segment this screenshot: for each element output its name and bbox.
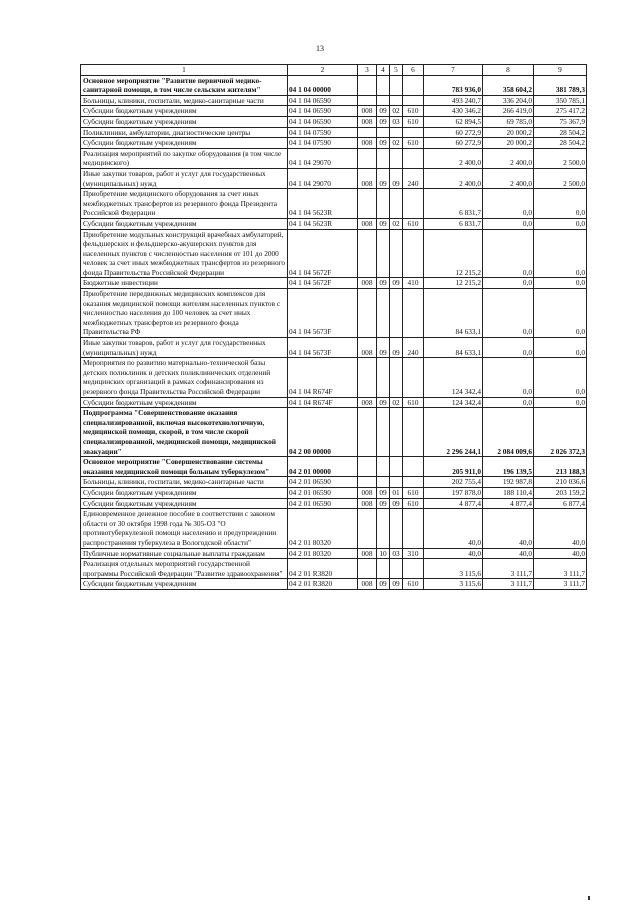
amount-col9-cell: 0,0: [534, 189, 587, 219]
target-article-code-cell: 04 1 04 07590: [288, 127, 358, 138]
amount-col9-cell: 0,0: [534, 397, 587, 408]
subsection-code-cell: [390, 358, 403, 397]
column-number-row: [81, 65, 587, 76]
amount-col7-cell: 202 755,4: [424, 477, 483, 488]
amount-col9-cell: 0,0: [534, 289, 587, 338]
row-name-cell: Реализация мероприятий по закупке оборудования (в том числе медицинского): [81, 148, 288, 168]
amount-col8-cell: 3 111,7: [483, 579, 534, 590]
expense-type-code-cell: 610: [403, 116, 424, 127]
amount-col7-cell: 6 831,7: [424, 189, 483, 219]
section-code-cell: 09: [377, 579, 390, 590]
amount-col9-cell: 6 877,4: [534, 498, 587, 509]
amount-col9-cell: 40,0: [534, 548, 587, 559]
ministry-code-cell: 008: [358, 106, 377, 117]
expense-type-code-cell: [403, 408, 424, 457]
expense-type-code-cell: [403, 477, 424, 488]
row-name-cell: Публичные нормативные социальные выплаты гражданам: [81, 548, 288, 559]
table-row: [81, 487, 587, 498]
row-name-cell: Приобретение медицинского оборудования за счет иных межбюджетных трансфертов из резервного фонда Президента Российской Федерации: [81, 189, 288, 219]
amount-col9-cell: 0,0: [534, 338, 587, 358]
amount-col7-cell: 40,0: [424, 509, 483, 548]
amount-col7-cell: 783 936,0: [424, 75, 483, 95]
expense-type-code-cell: 610: [403, 138, 424, 149]
table-row: [81, 498, 587, 509]
target-article-code-cell: 04 1 04 06590: [288, 95, 358, 106]
amount-col7-cell: 124 342,4: [424, 397, 483, 408]
table-row: [81, 408, 587, 457]
amount-col8-cell: 40,0: [483, 509, 534, 548]
section-code-cell: [377, 477, 390, 488]
amount-col9-cell: 275 417,2: [534, 106, 587, 117]
table-row: [81, 278, 587, 289]
ministry-code-cell: [358, 509, 377, 548]
amount-col7-cell: 12 215,2: [424, 229, 483, 278]
expense-type-code-cell: [403, 457, 424, 477]
ministry-code-cell: [358, 75, 377, 95]
section-code-cell: 09: [377, 498, 390, 509]
ministry-code-cell: 008: [358, 487, 377, 498]
amount-col8-cell: 69 785,0: [483, 116, 534, 127]
subsection-code-cell: [390, 408, 403, 457]
target-article-code-cell: 04 1 04 5672F: [288, 278, 358, 289]
expense-type-code-cell: 410: [403, 278, 424, 289]
subsection-code-cell: 03: [390, 116, 403, 127]
row-name-cell: Субсидии бюджетным учреждениям: [81, 397, 288, 408]
section-code-cell: 09: [377, 338, 390, 358]
ministry-code-cell: 008: [358, 138, 377, 149]
subsection-code-cell: [390, 127, 403, 138]
table-row: [81, 116, 587, 127]
subsection-code-cell: 09: [390, 168, 403, 188]
subsection-code-cell: 09: [390, 278, 403, 289]
target-article-code-cell: 04 1 04 06590: [288, 106, 358, 117]
amount-col8-cell: 0,0: [483, 338, 534, 358]
table-row: [81, 509, 587, 548]
ministry-code-cell: [358, 127, 377, 138]
subsection-code-cell: [390, 95, 403, 106]
ministry-code-cell: [358, 477, 377, 488]
amount-col7-cell: 430 346,2: [424, 106, 483, 117]
amount-col7-cell: 60 272,9: [424, 127, 483, 138]
amount-col7-cell: 60 272,9: [424, 138, 483, 149]
amount-col8-cell: 358 604,2: [483, 75, 534, 95]
ministry-code-cell: 008: [358, 579, 377, 590]
table-row: [81, 358, 587, 397]
expense-type-code-cell: 610: [403, 487, 424, 498]
row-name-cell: Приобретение передвижных медицинских комплексов для оказания медицинской помощи жителям населенных пунктов с численностью населения до 100 человек за счет иных межбюджетных трансфертов из резервного фонда Правительства РФ: [81, 289, 288, 338]
amount-col9-cell: 3 111,7: [534, 579, 587, 590]
expense-type-code-cell: 240: [403, 338, 424, 358]
amount-col9-cell: 40,0: [534, 509, 587, 548]
table-row: [81, 106, 587, 117]
section-code-cell: [377, 75, 390, 95]
row-name-cell: Больницы, клиники, госпитали, медико-санитарные части: [81, 95, 288, 106]
page-number: 13: [316, 44, 324, 53]
expense-type-code-cell: [403, 289, 424, 338]
target-article-code-cell: 04 2 01 80320: [288, 509, 358, 548]
expense-type-code-cell: 240: [403, 168, 424, 188]
section-code-cell: [377, 289, 390, 338]
section-code-cell: [377, 229, 390, 278]
amount-col7-cell: 62 894,5: [424, 116, 483, 127]
page-edge-mark: [588, 896, 590, 900]
ministry-code-cell: 008: [358, 116, 377, 127]
amount-col7-cell: 6 831,7: [424, 218, 483, 229]
section-code-cell: [377, 189, 390, 219]
ministry-code-cell: 008: [358, 338, 377, 358]
section-code-cell: [377, 509, 390, 548]
amount-col8-cell: 3 111,7: [483, 559, 534, 579]
amount-col8-cell: 266 419,0: [483, 106, 534, 117]
target-article-code-cell: 04 1 04 5673F: [288, 289, 358, 338]
amount-col9-cell: 381 789,3: [534, 75, 587, 95]
section-code-cell: 09: [377, 168, 390, 188]
row-name-cell: Поликлиники, амбулатории, диагностические центры: [81, 127, 288, 138]
row-name-cell: Субсидии бюджетным учреждениям: [81, 579, 288, 590]
amount-col8-cell: 4 877,4: [483, 498, 534, 509]
column-header: 6: [403, 65, 424, 76]
amount-col9-cell: 0,0: [534, 229, 587, 278]
ministry-code-cell: 008: [358, 218, 377, 229]
table-row: [81, 229, 587, 278]
amount-col7-cell: 2 296 244,1: [424, 408, 483, 457]
section-code-cell: 09: [377, 116, 390, 127]
column-header: 9: [534, 65, 587, 76]
expense-type-code-cell: 610: [403, 498, 424, 509]
ministry-code-cell: [358, 408, 377, 457]
ministry-code-cell: [358, 559, 377, 579]
amount-col8-cell: 40,0: [483, 548, 534, 559]
amount-col9-cell: 350 785,1: [534, 95, 587, 106]
row-name-cell: Субсидии бюджетным учреждениям: [81, 218, 288, 229]
table-row: [81, 559, 587, 579]
table-row: [81, 148, 587, 168]
amount-col7-cell: 84 633,1: [424, 289, 483, 338]
amount-col9-cell: 210 036,6: [534, 477, 587, 488]
row-name-cell: Субсидии бюджетным учреждениям: [81, 116, 288, 127]
amount-col8-cell: 188 110,4: [483, 487, 534, 498]
amount-col7-cell: 12 215,2: [424, 278, 483, 289]
section-code-cell: [377, 148, 390, 168]
table-row: [81, 289, 587, 338]
row-name-cell: Основное мероприятие "Развитие первичной медико-санитарной помощи, в том числе сельским жителям": [81, 75, 288, 95]
amount-col7-cell: 40,0: [424, 548, 483, 559]
ministry-code-cell: 008: [358, 548, 377, 559]
subsection-code-cell: 02: [390, 106, 403, 117]
ministry-code-cell: [358, 229, 377, 278]
target-article-code-cell: 04 2 01 06590: [288, 498, 358, 509]
ministry-code-cell: [358, 358, 377, 397]
ministry-code-cell: 008: [358, 397, 377, 408]
expense-type-code-cell: [403, 559, 424, 579]
row-name-cell: Бюджетные инвестиции: [81, 278, 288, 289]
section-code-cell: [377, 358, 390, 397]
expense-type-code-cell: [403, 95, 424, 106]
column-header: 4: [377, 65, 390, 76]
section-code-cell: 09: [377, 487, 390, 498]
amount-col8-cell: 20 000,2: [483, 127, 534, 138]
section-code-cell: 09: [377, 278, 390, 289]
subsection-code-cell: [390, 477, 403, 488]
subsection-code-cell: 09: [390, 579, 403, 590]
subsection-code-cell: [390, 457, 403, 477]
table-row: [81, 218, 587, 229]
target-article-code-cell: 04 2 01 80320: [288, 548, 358, 559]
amount-col8-cell: 192 987,8: [483, 477, 534, 488]
amount-col7-cell: 3 115,6: [424, 559, 483, 579]
table-row: [81, 138, 587, 149]
expense-type-code-cell: 610: [403, 579, 424, 590]
expense-type-code-cell: 610: [403, 218, 424, 229]
subsection-code-cell: 02: [390, 138, 403, 149]
section-code-cell: 09: [377, 106, 390, 117]
table-row: [81, 75, 587, 95]
ministry-code-cell: [358, 95, 377, 106]
ministry-code-cell: 008: [358, 498, 377, 509]
target-article-code-cell: 04 1 04 29070: [288, 148, 358, 168]
target-article-code-cell: 04 1 04 5623R: [288, 218, 358, 229]
ministry-code-cell: [358, 189, 377, 219]
target-article-code-cell: 04 1 04 5623R: [288, 189, 358, 219]
subsection-code-cell: [390, 189, 403, 219]
row-name-cell: Субсидии бюджетным учреждениям: [81, 106, 288, 117]
subsection-code-cell: 02: [390, 397, 403, 408]
row-name-cell: Больницы, клиники, госпитали, медико-санитарные части: [81, 477, 288, 488]
amount-col8-cell: 2 084 009,6: [483, 408, 534, 457]
amount-col8-cell: 336 204,0: [483, 95, 534, 106]
section-code-cell: [377, 457, 390, 477]
target-article-code-cell: 04 1 04 06590: [288, 116, 358, 127]
amount-col7-cell: 205 911,0: [424, 457, 483, 477]
ministry-code-cell: 008: [358, 168, 377, 188]
amount-col8-cell: 20 000,2: [483, 138, 534, 149]
column-header: 2: [288, 65, 358, 76]
expense-type-code-cell: [403, 75, 424, 95]
table-row: [81, 127, 587, 138]
expense-type-code-cell: [403, 229, 424, 278]
target-article-code-cell: 04 2 01 R3820: [288, 579, 358, 590]
table-row: [81, 579, 587, 590]
expense-type-code-cell: 310: [403, 548, 424, 559]
expense-type-code-cell: [403, 127, 424, 138]
subsection-code-cell: [390, 289, 403, 338]
amount-col7-cell: 2 400,0: [424, 168, 483, 188]
ministry-code-cell: [358, 148, 377, 168]
column-header: 5: [390, 65, 403, 76]
table-row: [81, 397, 587, 408]
amount-col8-cell: 0,0: [483, 229, 534, 278]
expense-type-code-cell: [403, 148, 424, 168]
target-article-code-cell: 04 2 01 R3820: [288, 559, 358, 579]
expense-type-code-cell: [403, 509, 424, 548]
amount-col8-cell: 0,0: [483, 358, 534, 397]
amount-col7-cell: 2 400,0: [424, 148, 483, 168]
row-name-cell: Приобретение модульных конструкций врачебных амбулаторий, фельдшерских и фельдшерско-акушерских пунктов для населенных пунктов с численностью населения от 101 до 2000 человек за счет иных межбюджетных трансфертов из резервного фонда Правительства Российской Федерации: [81, 229, 288, 278]
amount-col9-cell: 3 111,7: [534, 559, 587, 579]
target-article-code-cell: 04 2 01 06590: [288, 477, 358, 488]
column-header: 3: [358, 65, 377, 76]
subsection-code-cell: [390, 148, 403, 168]
row-name-cell: Субсидии бюджетным учреждениям: [81, 498, 288, 509]
target-article-code-cell: 04 2 01 06590: [288, 487, 358, 498]
amount-col8-cell: 0,0: [483, 397, 534, 408]
subsection-code-cell: 02: [390, 218, 403, 229]
amount-col8-cell: 2 400,0: [483, 148, 534, 168]
table-row: [81, 189, 587, 219]
table-row: [81, 338, 587, 358]
row-name-cell: Подпрограмма "Совершенствование оказания специализированной, включая высокотехнологичную, медицинской помощи, скорой, в том числе скорой специализированной, медицинской помощи, медицинской эвакуации": [81, 408, 288, 457]
section-code-cell: [377, 127, 390, 138]
section-code-cell: 09: [377, 397, 390, 408]
amount-col9-cell: 213 188,3: [534, 457, 587, 477]
subsection-code-cell: [390, 75, 403, 95]
ministry-code-cell: [358, 289, 377, 338]
target-article-code-cell: 04 1 04 5672F: [288, 229, 358, 278]
table-row: [81, 548, 587, 559]
subsection-code-cell: 01: [390, 487, 403, 498]
amount-col9-cell: 28 504,2: [534, 138, 587, 149]
target-article-code-cell: 04 2 01 00000: [288, 457, 358, 477]
expense-type-code-cell: 610: [403, 106, 424, 117]
section-code-cell: 09: [377, 218, 390, 229]
amount-col8-cell: 0,0: [483, 189, 534, 219]
amount-col9-cell: 0,0: [534, 218, 587, 229]
amount-col9-cell: 2 026 372,3: [534, 408, 587, 457]
target-article-code-cell: 04 1 04 29070: [288, 168, 358, 188]
amount-col9-cell: 75 367,9: [534, 116, 587, 127]
target-article-code-cell: 04 1 04 00000: [288, 75, 358, 95]
amount-col7-cell: 4 877,4: [424, 498, 483, 509]
subsection-code-cell: [390, 509, 403, 548]
section-code-cell: 09: [377, 138, 390, 149]
section-code-cell: [377, 95, 390, 106]
table-row: [81, 477, 587, 488]
subsection-code-cell: 03: [390, 548, 403, 559]
amount-col9-cell: 0,0: [534, 278, 587, 289]
target-article-code-cell: 04 1 04 07590: [288, 138, 358, 149]
row-name-cell: Иные закупки товаров, работ и услуг для государственных (муниципальных) нужд: [81, 168, 288, 188]
target-article-code-cell: 04 1 04 5673F: [288, 338, 358, 358]
amount-col8-cell: 0,0: [483, 218, 534, 229]
row-name-cell: Основное мероприятие "Совершенствование системы оказания медицинской помощи больным туберкулезом": [81, 457, 288, 477]
table-row: [81, 168, 587, 188]
amount-col9-cell: 0,0: [534, 358, 587, 397]
target-article-code-cell: 04 1 04 R674F: [288, 358, 358, 397]
section-code-cell: [377, 559, 390, 579]
amount-col7-cell: 493 240,7: [424, 95, 483, 106]
amount-col7-cell: 124 342,4: [424, 358, 483, 397]
row-name-cell: Мероприятия по развитию материально-технической базы детских поликлиник и детских поликлинических отделений медицинских организаций в рамках софинансирования из резервного фонда Правительства Российской Федерации: [81, 358, 288, 397]
expense-type-code-cell: [403, 189, 424, 219]
amount-col9-cell: 28 504,2: [534, 127, 587, 138]
section-code-cell: [377, 408, 390, 457]
amount-col8-cell: 2 400,0: [483, 168, 534, 188]
expense-type-code-cell: 610: [403, 397, 424, 408]
amount-col7-cell: 84 633,1: [424, 338, 483, 358]
column-header: 7: [424, 65, 483, 76]
subsection-code-cell: 09: [390, 498, 403, 509]
amount-col9-cell: 2 500,0: [534, 148, 587, 168]
table-row: [81, 95, 587, 106]
table-row: [81, 457, 587, 477]
row-name-cell: Субсидии бюджетным учреждениям: [81, 487, 288, 498]
amount-col9-cell: 2 500,0: [534, 168, 587, 188]
row-name-cell: Единовременное денежное пособие в соответствии с законом области от 30 октября 1998 года № 305-ОЗ "О противотуберкулезной помощи населению и предупреждении распространения туберкулеза в Вологодской области": [81, 509, 288, 548]
row-name-cell: Реализация отдельных мероприятий государственной программы Российской Федерации "Развитие здравоохранения": [81, 559, 288, 579]
column-header: 8: [483, 65, 534, 76]
amount-col8-cell: 0,0: [483, 278, 534, 289]
subsection-code-cell: 09: [390, 338, 403, 358]
budget-table: [80, 64, 587, 590]
subsection-code-cell: [390, 229, 403, 278]
section-code-cell: 10: [377, 548, 390, 559]
amount-col7-cell: 197 878,0: [424, 487, 483, 498]
amount-col7-cell: 3 115,6: [424, 579, 483, 590]
row-name-cell: Иные закупки товаров, работ и услуг для государственных (муниципальных) нужд: [81, 338, 288, 358]
amount-col9-cell: 203 159,2: [534, 487, 587, 498]
row-name-cell: Субсидии бюджетным учреждениям: [81, 138, 288, 149]
ministry-code-cell: [358, 457, 377, 477]
ministry-code-cell: 008: [358, 278, 377, 289]
target-article-code-cell: 04 2 00 00000: [288, 408, 358, 457]
expense-type-code-cell: [403, 358, 424, 397]
amount-col8-cell: 0,0: [483, 289, 534, 338]
column-header: 1: [81, 65, 288, 76]
subsection-code-cell: [390, 559, 403, 579]
amount-col8-cell: 196 139,5: [483, 457, 534, 477]
target-article-code-cell: 04 1 04 R674F: [288, 397, 358, 408]
